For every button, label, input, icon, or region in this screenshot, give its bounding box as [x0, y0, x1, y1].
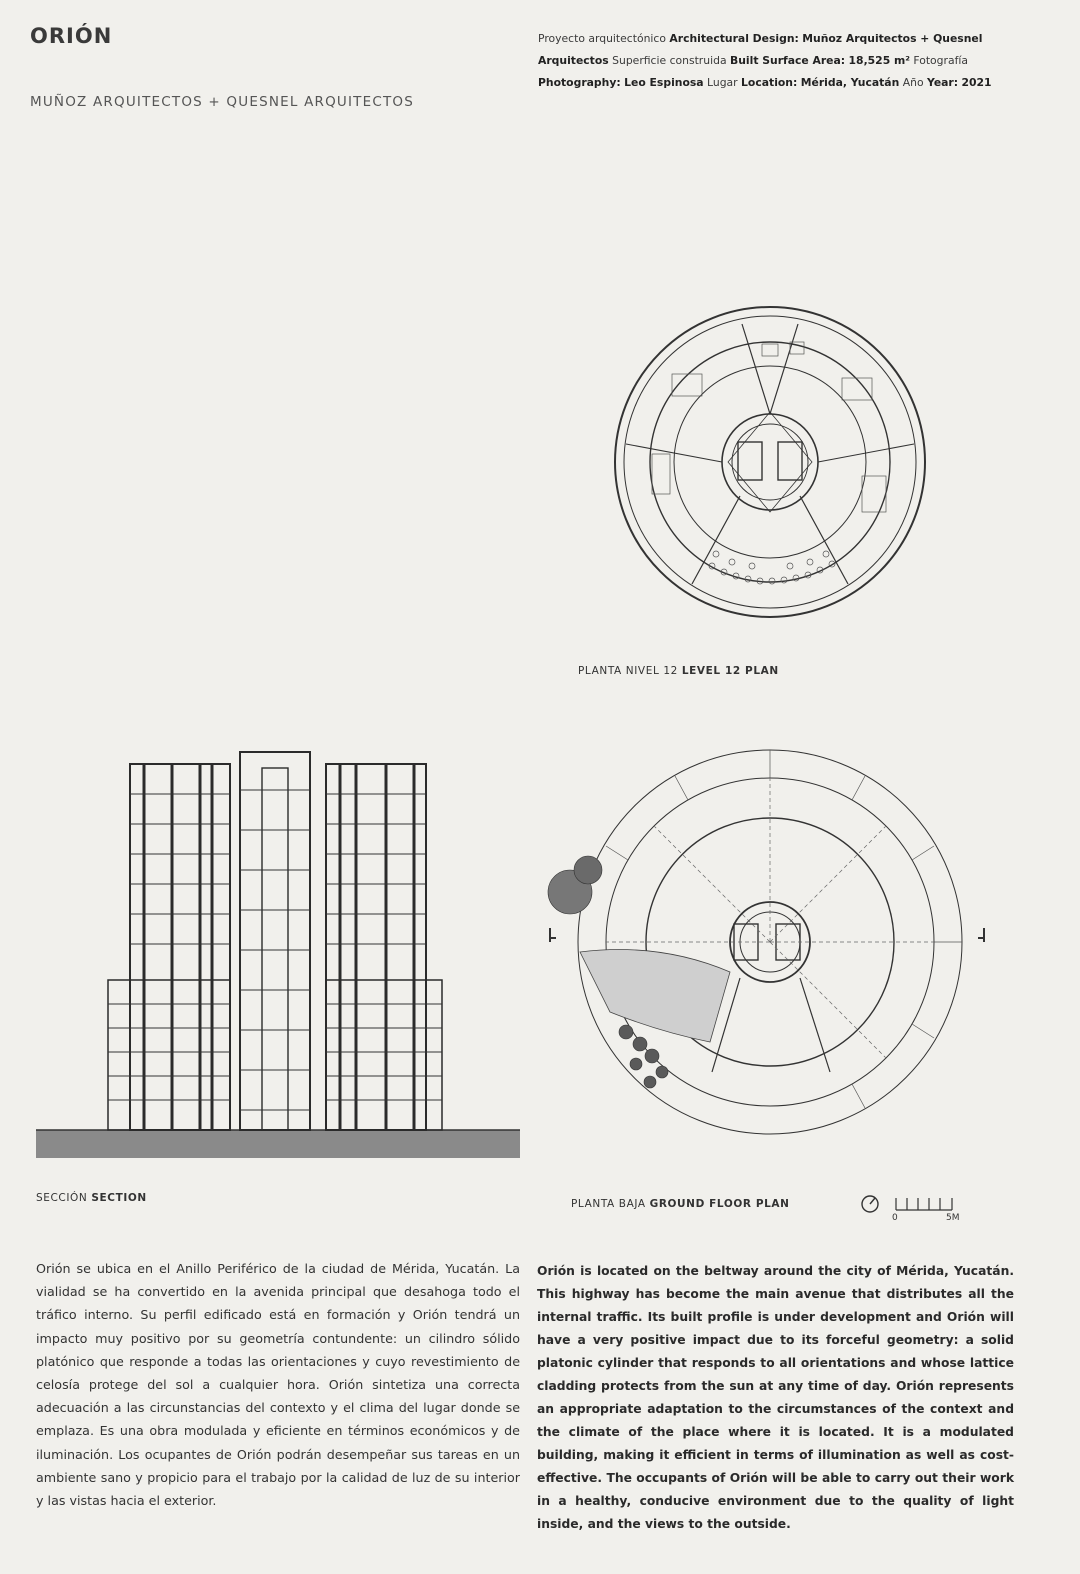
- credit-location-value: Mérida, Yucatán: [800, 76, 900, 89]
- ground-floor-plan-drawing: [540, 742, 990, 1182]
- level-12-plan-drawing: [612, 304, 928, 620]
- credit-year-value: 2021: [961, 76, 992, 89]
- credit-area-value: 18,525 m²: [848, 54, 910, 67]
- scale-start-label: 0: [892, 1213, 898, 1223]
- section-drawing: [36, 750, 520, 1162]
- credit-location-en: Location:: [741, 76, 798, 89]
- north-arrow-icon: [860, 1194, 880, 1214]
- credit-photo-es: Fotografía: [913, 54, 968, 67]
- credit-design-es: Proyecto arquitectónico: [538, 32, 666, 45]
- architects-line: MUÑOZ ARQUITECTOS + QUESNEL ARQUITECTOS: [30, 94, 415, 110]
- body-text-spanish: Orión se ubica en el Anillo Periférico de la ciudad de Mérida, Yucatán. La vialidad se ha convertido en la avenida principal que desahoga todo el tráfico interno. Su perfil edificado está en formación y Orión tendrá un impacto muy positivo por su geometría contundente: un cilindro sólido platónico que responde a todas las orientaciones y cuyo revestimiento de celosía protege del sol a cualquier hora. Orión sintetiza una correcta adecuación a las circunstancias del contexto y el clima del lugar donde se emplaza. Es una obra modulada y eficiente en términos económicos y de iluminación. Los ocupantes de Orión podrán desempeñar sus tareas en un ambiente sano y propicio para el trabajo por la calidad de luz de su interior y las vistas hacia el exterior.: [36, 1261, 520, 1509]
- level-12-caption-en: LEVEL 12 PLAN: [681, 665, 779, 677]
- scale-bar: [894, 1196, 956, 1212]
- credit-area-es: Superficie construida: [612, 54, 727, 67]
- credit-design-en: Architectural Design:: [669, 32, 799, 45]
- ground-floor-caption-en: GROUND FLOOR PLAN: [649, 1198, 790, 1210]
- scale-end-label: 5M: [946, 1213, 960, 1223]
- credit-photo-value: Leo Espinosa: [624, 76, 704, 89]
- credit-year-en: Year:: [927, 76, 959, 89]
- credit-location-es: Lugar: [707, 76, 738, 89]
- section-caption-es: SECCIÓN: [36, 1192, 88, 1204]
- credit-area-en: Built Surface Area:: [730, 54, 846, 67]
- project-credits: [538, 28, 1038, 94]
- ground-floor-caption: [571, 1198, 790, 1210]
- page-title: ORIÓN: [30, 24, 113, 48]
- section-caption: [36, 1192, 147, 1204]
- level-12-caption-es: PLANTA NIVEL 12: [578, 665, 678, 677]
- credit-design-value: Muñoz Arquitectos + Quesnel Arquitectos: [538, 32, 983, 67]
- ground-floor-caption-es: PLANTA BAJA: [571, 1198, 646, 1210]
- level-12-caption: [578, 665, 779, 677]
- credit-year-es: Año: [902, 76, 924, 89]
- body-text-english: Orión is located on the beltway around the city of Mérida, Yucatán. This highway has become the main avenue that distributes all the internal traffic. Its built profile is under development and Orión will have a very positive impact due to its forceful geometry: a solid platonic cylinder that responds to all orientations and whose lattice cladding protects from the sun at any time of day. Orión represents an appropriate adaptation to the circumstances of the context and the climate of the place where it is located. It is a modulated building, making it efficient in terms of illumination as well as cost-effective. The occupants of Orión will be able to carry out their work in a healthy, conducive environment due to the quality of light inside, and the views to the outside.: [537, 1264, 1014, 1531]
- section-caption-en: SECTION: [91, 1192, 147, 1204]
- credit-photo-en: Photography:: [538, 76, 621, 89]
